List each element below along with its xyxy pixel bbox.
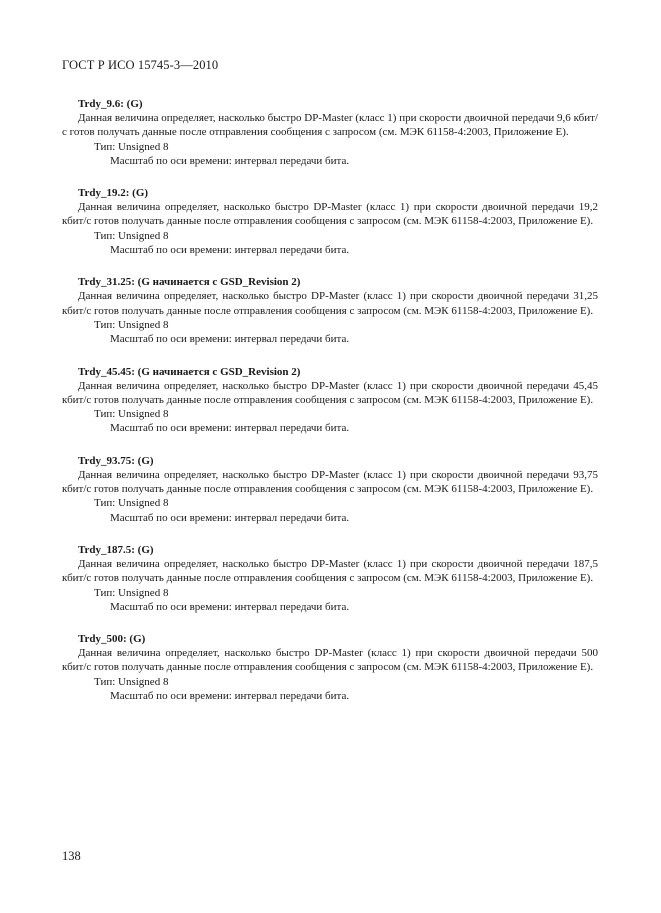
parameter-title: Trdy_31.25: (G начинается с GSD_Revision 2) — [78, 276, 301, 289]
parameter-type: Тип: Unsigned 8 — [94, 675, 169, 688]
parameter-description: Данная величина определяет, насколько быстро DP-Master (класс 1) при скорости двоичной передачи 93,75 кбит/с готов получать данные после отправления сообщения с запросом (см. МЭК 61158-4:2003, Приложение Е). — [62, 468, 598, 496]
parameter-description: Данная величина определяет, насколько быстро DP-Master (класс 1) при скорости двоичной передачи 500 кбит/с готов получать данные после отправления сообщения с запросом (см. МЭК 61158-4:2003, Приложение Е). — [62, 647, 598, 674]
parameter-entry — [62, 543, 598, 614]
parameter-title: Trdy_93.75: (G) — [78, 454, 154, 467]
parameter-entry — [62, 454, 598, 525]
parameter-type: Тип: Unsigned 8 — [94, 229, 169, 242]
parameter-description: Данная величина определяет, насколько быстро DP-Master (класс 1) при скорости двоичной передачи 187,5 кбит/с готов получать данные после отправления сообщения с запросом (см. МЭК 61158-4:2003, Приложение Е). — [62, 557, 598, 585]
parameter-scale: Масштаб по оси времени: интервал передачи бита. — [110, 333, 350, 346]
parameter-scale: Масштаб по оси времени: интервал передачи бита. — [110, 600, 350, 613]
parameter-scale: Масштаб по оси времени: интервал передачи бита. — [110, 511, 350, 524]
parameter-entry — [62, 186, 598, 257]
parameter-title: Trdy_9.6: (G) — [78, 98, 143, 110]
parameter-title: Trdy_19.2: (G) — [78, 187, 149, 200]
document-header: ГОСТ Р ИСО 15745-3—2010 — [62, 58, 219, 72]
parameter-title: Trdy_500: (G) — [78, 633, 146, 646]
parameter-description: Данная величина определяет, насколько быстро DP-Master (класс 1) при скорости двоичной передачи 9,6 кбит/с готов получать данные после отправления сообщения с запросом (см. МЭК 61158-4:2003, Приложение Е). — [62, 112, 598, 139]
parameter-scale: Масштаб по оси времени: интервал передачи бита. — [110, 422, 350, 435]
parameter-description: Данная величина определяет, насколько быстро DP-Master (класс 1) при скорости двоичной передачи 45,45 кбит/с готов получать данные после отправления сообщения с запросом (см. МЭК 61158-4:2003, Приложение Е). — [62, 379, 598, 406]
parameter-entry — [62, 365, 598, 436]
parameter-type: Тип: Unsigned 8 — [94, 497, 169, 510]
parameter-description: Данная величина определяет, насколько быстро DP-Master (класс 1) при скорости двоичной передачи 19,2 кбит/с готов получать данные после отправления сообщения с запросом (см. МЭК 61158-4:2003, Приложение Е). — [62, 201, 598, 228]
parameter-entry — [62, 97, 598, 168]
parameter-title: Trdy_187.5: (G) — [78, 543, 154, 556]
document-body — [62, 97, 598, 721]
page-number: 138 — [62, 849, 81, 863]
parameter-entry — [62, 632, 598, 703]
parameter-type: Тип: Unsigned 8 — [94, 318, 169, 331]
parameter-type: Тип: Unsigned 8 — [94, 586, 169, 599]
parameter-title: Trdy_45.45: (G начинается с GSD_Revision 2) — [78, 365, 301, 378]
parameter-scale: Масштаб по оси времени: интервал передачи бита. — [110, 154, 350, 167]
parameter-scale: Масштаб по оси времени: интервал передачи бита. — [110, 244, 350, 257]
parameter-type: Тип: Unsigned 8 — [94, 408, 169, 421]
parameter-entry — [62, 275, 598, 346]
parameter-type: Тип: Unsigned 8 — [94, 140, 169, 153]
parameter-scale: Масштаб по оси времени: интервал передачи бита. — [110, 690, 350, 703]
parameter-description: Данная величина определяет, насколько быстро DP-Master (класс 1) при скорости двоичной передачи 31,25 кбит/с готов получать данные после отправления сообщения с запросом (см. МЭК 61158-4:2003, Приложение Е). — [62, 290, 598, 317]
